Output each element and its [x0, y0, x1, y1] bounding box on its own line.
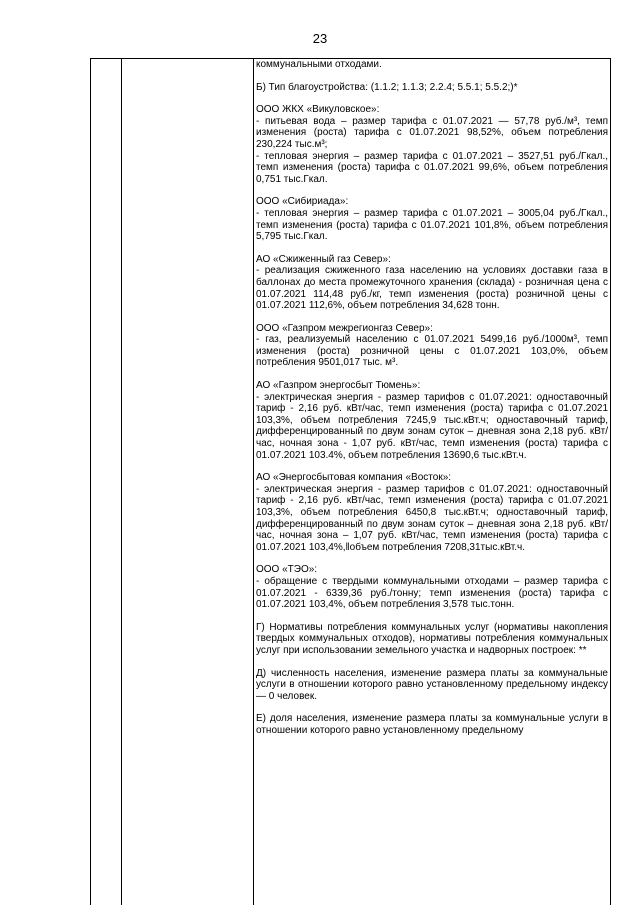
paragraph: АО «Энергосбытовая компания «Восток»: — [256, 472, 452, 484]
table-cell-text — [256, 59, 608, 737]
paragraph: ООО «ТЭО»: — [256, 564, 318, 576]
paragraph: - питьевая вода – размер тарифа с 01.07.2021 — 57,78 руб./м³, темп изменения (роста) тарифа с 01.07.2021 98,52%, объем потребления 230,224 тыс.м³; — [256, 115, 608, 150]
column-divider — [253, 59, 254, 905]
paragraph: Г) Нормативы потребления коммунальных услуг (нормативы накопления твердых коммунальных отходов), нормативы потребления коммунальных услуг при использовании земельного участка и надворных построек: ** — [256, 621, 608, 656]
paragraph: Е) доля населения, изменение размера платы за коммунальные услуги в отношении которого равно установленному предельному — [256, 713, 608, 736]
paragraph: - реализация сжиженного газа населению на условиях доставки газа в баллонах до места промежуточного хранения (склада) - розничная цена с 01.07.2021 114,48 руб./кг, темп изменения (роста) розничной цены с 01.07.2021 112,6%, объем потребления 34,628 тонн. — [256, 265, 608, 312]
column-divider — [121, 59, 122, 905]
paragraph: - газ, реализуемый населению с 01.07.2021 5499,16 руб./1000м³, темп изменения (роста) розничной цены с 01.07.2021 103,0%, объем потребления 9501,017 тыс. м³. — [256, 334, 608, 369]
paragraph: Б) Тип благоустройства: (1.1.2; 1.1.3; 2.2.4; 5.5.1; 5.5.2;)* — [256, 81, 518, 93]
paragraph-gap — [256, 369, 608, 380]
paragraph: коммунальными отходами. — [256, 59, 382, 70]
paragraph: - электрическая энергия - размер тарифов с 01.07.2021: одноставочный тариф - 2,16 руб. кВт/час, темп изменения (роста) тарифа с 01.07.2021 103,3%, объем потребления 6450,8 тыс.кВт.ч; одноставочный тариф, дифференцированный по двум зонам суток – дневная зона 2,18 руб. кВт/час, ночная зона – 1,07 руб. кВт/час, темп изменения (роста) тарифа с 01.07.2021 103,4%,‖объем потребления 7208,31тыс.кВт.ч. — [256, 483, 608, 553]
paragraph-gap — [256, 71, 608, 82]
paragraph: - тепловая энергия – размер тарифа с 01.07.2021 – 3005,04 руб./Гкал., темп изменения (роста) тарифа с 01.07.2021 101,8%, объем потребления 5,795 тыс.Гкал. — [256, 207, 608, 243]
paragraph: - обращение с твердыми коммунальными отходами – размер тарифа с 01.07.2021 - 6339,36 руб./тонну; темп изменения (роста) тарифа с 01.07.2021 103,4%, объем потребления 3,578 тыс.тонн. — [256, 575, 608, 611]
paragraph-gap — [256, 312, 608, 323]
paragraph-gap — [256, 93, 608, 104]
paragraph-gap — [256, 657, 608, 668]
paragraph-gap — [256, 702, 608, 713]
paragraph-gap — [256, 185, 608, 196]
paragraph: ООО ЖКХ «Викуловское»: — [256, 104, 380, 116]
paragraph: Д) численность населения, изменение размера платы за коммунальные услуги в отношении которого равно установленному предельному индексу — 0 человек. — [256, 667, 608, 702]
page-number: 23 — [312, 31, 328, 46]
paragraph: - тепловая энергия – размер тарифа с 01.07.2021 – 3527,51 руб./Гкал., темп изменения (роста) тарифа с 01.07.2021 99,6%, объем потребления 0,751 тыс.Гкал. — [256, 150, 608, 185]
paragraph: - электрическая энергия - размер тарифов с 01.07.2021: одноставочный тариф - 2,16 руб. кВт/час, темп изменения (роста) тарифа с 01.07.2021 103,3%, объем потребления 7245,9 тыс.кВт.ч; одноставочный тариф, дифференцированный по двум зонам суток – дневная зона 2,18 руб. кВт/час, ночная зона - 1,07 руб. кВт/час, темп изменения (роста) тарифа с 01.07.2021 103.4%, объем потребления 13690,6 тыс.кВт.ч. — [256, 391, 608, 461]
paragraph-gap — [256, 611, 608, 622]
paragraph-gap — [256, 243, 608, 254]
paragraph: АО «Сжиженный газ Север»: — [256, 253, 391, 265]
paragraph: ООО «Сибириада»: — [256, 196, 349, 208]
paragraph: АО «Газпром энергосбыт Тюмень»: — [256, 380, 421, 392]
paragraph-gap — [256, 461, 608, 472]
paragraph: ООО «Газпром межрегионгаз Север»: — [256, 322, 433, 334]
paragraph-gap — [256, 553, 608, 564]
